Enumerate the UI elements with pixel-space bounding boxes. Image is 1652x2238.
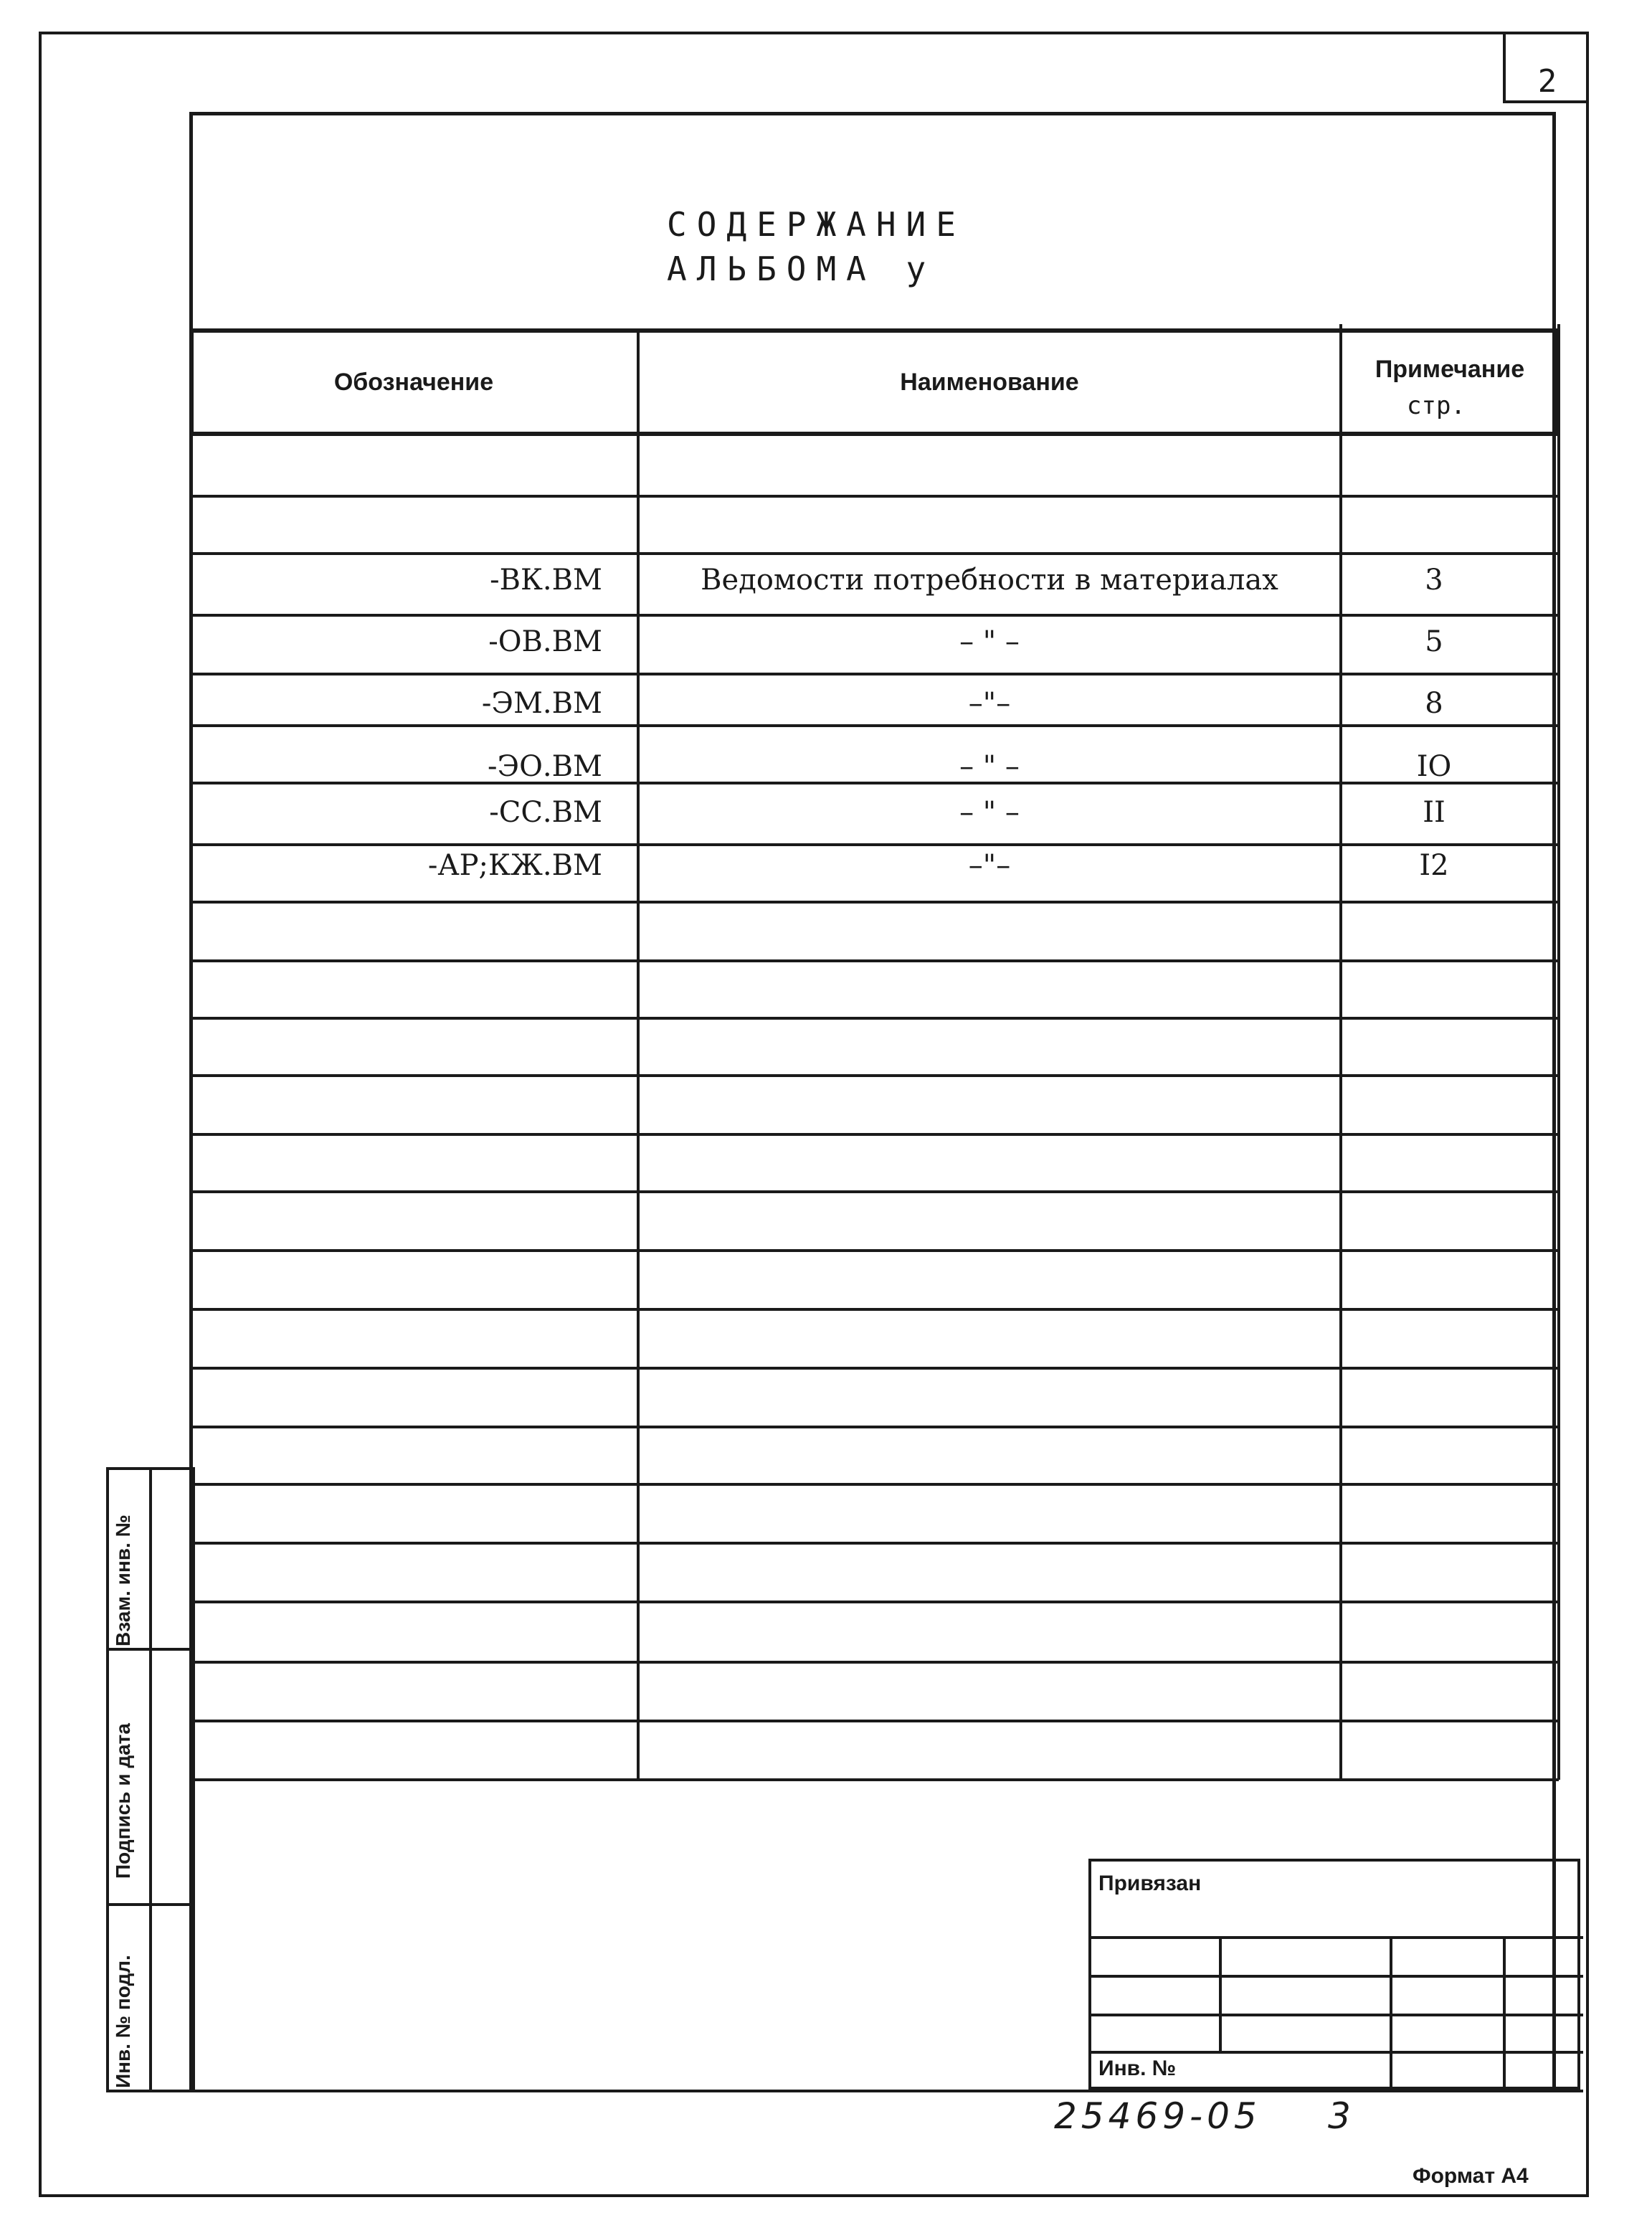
header-name: Наименование: [900, 368, 1079, 396]
header-designation: Обозначение: [333, 368, 494, 396]
cell-name: – " –: [959, 750, 1020, 783]
side-stamp-line: [106, 1648, 195, 1651]
binding-stamp-inv: Инв. №: [1098, 2057, 1177, 2080]
page-number-box: [1503, 32, 1589, 103]
row-line: [189, 843, 1559, 846]
cell-name: –"–: [968, 849, 1011, 882]
cell-page: I2: [1419, 849, 1449, 882]
row-line: [189, 673, 1559, 675]
row-line: [189, 1249, 1559, 1252]
stamp-col: [1390, 1936, 1392, 2090]
row-line: [189, 495, 1559, 498]
side-label-replace-inv: Взам. инв. №: [112, 1514, 134, 1646]
row-line: [189, 1190, 1559, 1193]
page-number: 2: [1537, 63, 1557, 100]
row-line: [189, 1601, 1559, 1603]
cell-page: 8: [1425, 687, 1443, 720]
title-line-1: СОДЕРЖАНИЕ: [667, 205, 966, 244]
column-divider-3: [1557, 324, 1560, 1780]
side-stamp-line: [106, 1903, 195, 1906]
title-line-2: АЛЬБОМА у: [667, 250, 936, 288]
cell-code: -ВК.ВМ: [490, 564, 602, 597]
row-line: [189, 1720, 1559, 1722]
cell-code: -ЭМ.ВМ: [481, 687, 602, 720]
header-note: Примечание: [1375, 355, 1525, 383]
cell-name: Ведомости потребности в материалах: [701, 564, 1278, 597]
row-line: [189, 1483, 1559, 1486]
header-note-sub: стр.: [1407, 392, 1466, 420]
cell-code: -СС.ВМ: [489, 796, 602, 829]
cell-name: – " –: [959, 796, 1020, 829]
row-line: [189, 1074, 1559, 1077]
cell-page: 3: [1425, 564, 1443, 597]
row-line: [189, 614, 1559, 617]
row-line: [189, 1367, 1559, 1370]
side-stamp-divider: [149, 1467, 152, 2092]
binding-stamp-title: Привязан: [1098, 1872, 1202, 1895]
stamp-line: [1091, 2051, 1583, 2054]
row-line: [189, 959, 1559, 962]
row-line: [189, 1308, 1559, 1311]
side-label-inv-original: Инв. № подл.: [112, 1955, 134, 2088]
row-line: [189, 1017, 1559, 1020]
side-label-signature-date: Подпись и дата: [112, 1723, 134, 1879]
binding-stamp: [1088, 1859, 1580, 2090]
row-line: [189, 552, 1559, 555]
row-line: [189, 1778, 1559, 1781]
document-code: 25469-05: [1054, 2095, 1261, 2137]
row-line: [189, 724, 1559, 727]
row-line: [189, 1661, 1559, 1664]
cell-name: – " –: [959, 625, 1020, 658]
cell-name: –"–: [968, 687, 1011, 720]
document-title: [667, 202, 966, 291]
stamp-line: [1091, 2014, 1583, 2016]
format-label: Формат А4: [1413, 2164, 1529, 2188]
sheet-number: 3: [1328, 2095, 1351, 2137]
stamp-col: [1503, 1936, 1506, 2090]
row-line: [189, 901, 1559, 904]
cell-code: -ОВ.ВМ: [488, 625, 602, 658]
stamp-line: [1091, 1936, 1583, 1939]
column-divider-1: [637, 328, 640, 1780]
frame-bottom-line: [106, 2090, 1583, 2092]
row-line: [189, 1426, 1559, 1428]
column-divider-2: [1339, 324, 1342, 1780]
stamp-col: [1219, 1936, 1222, 2051]
stamp-line: [1091, 1975, 1583, 1978]
cell-page: II: [1423, 796, 1446, 829]
cell-code: -ЭО.ВМ: [488, 750, 602, 783]
cell-page: IO: [1416, 750, 1452, 783]
row-line: [189, 1542, 1559, 1545]
cell-page: 5: [1425, 625, 1443, 658]
row-line: [189, 1133, 1559, 1136]
cell-code: -АР;КЖ.ВМ: [427, 849, 602, 882]
